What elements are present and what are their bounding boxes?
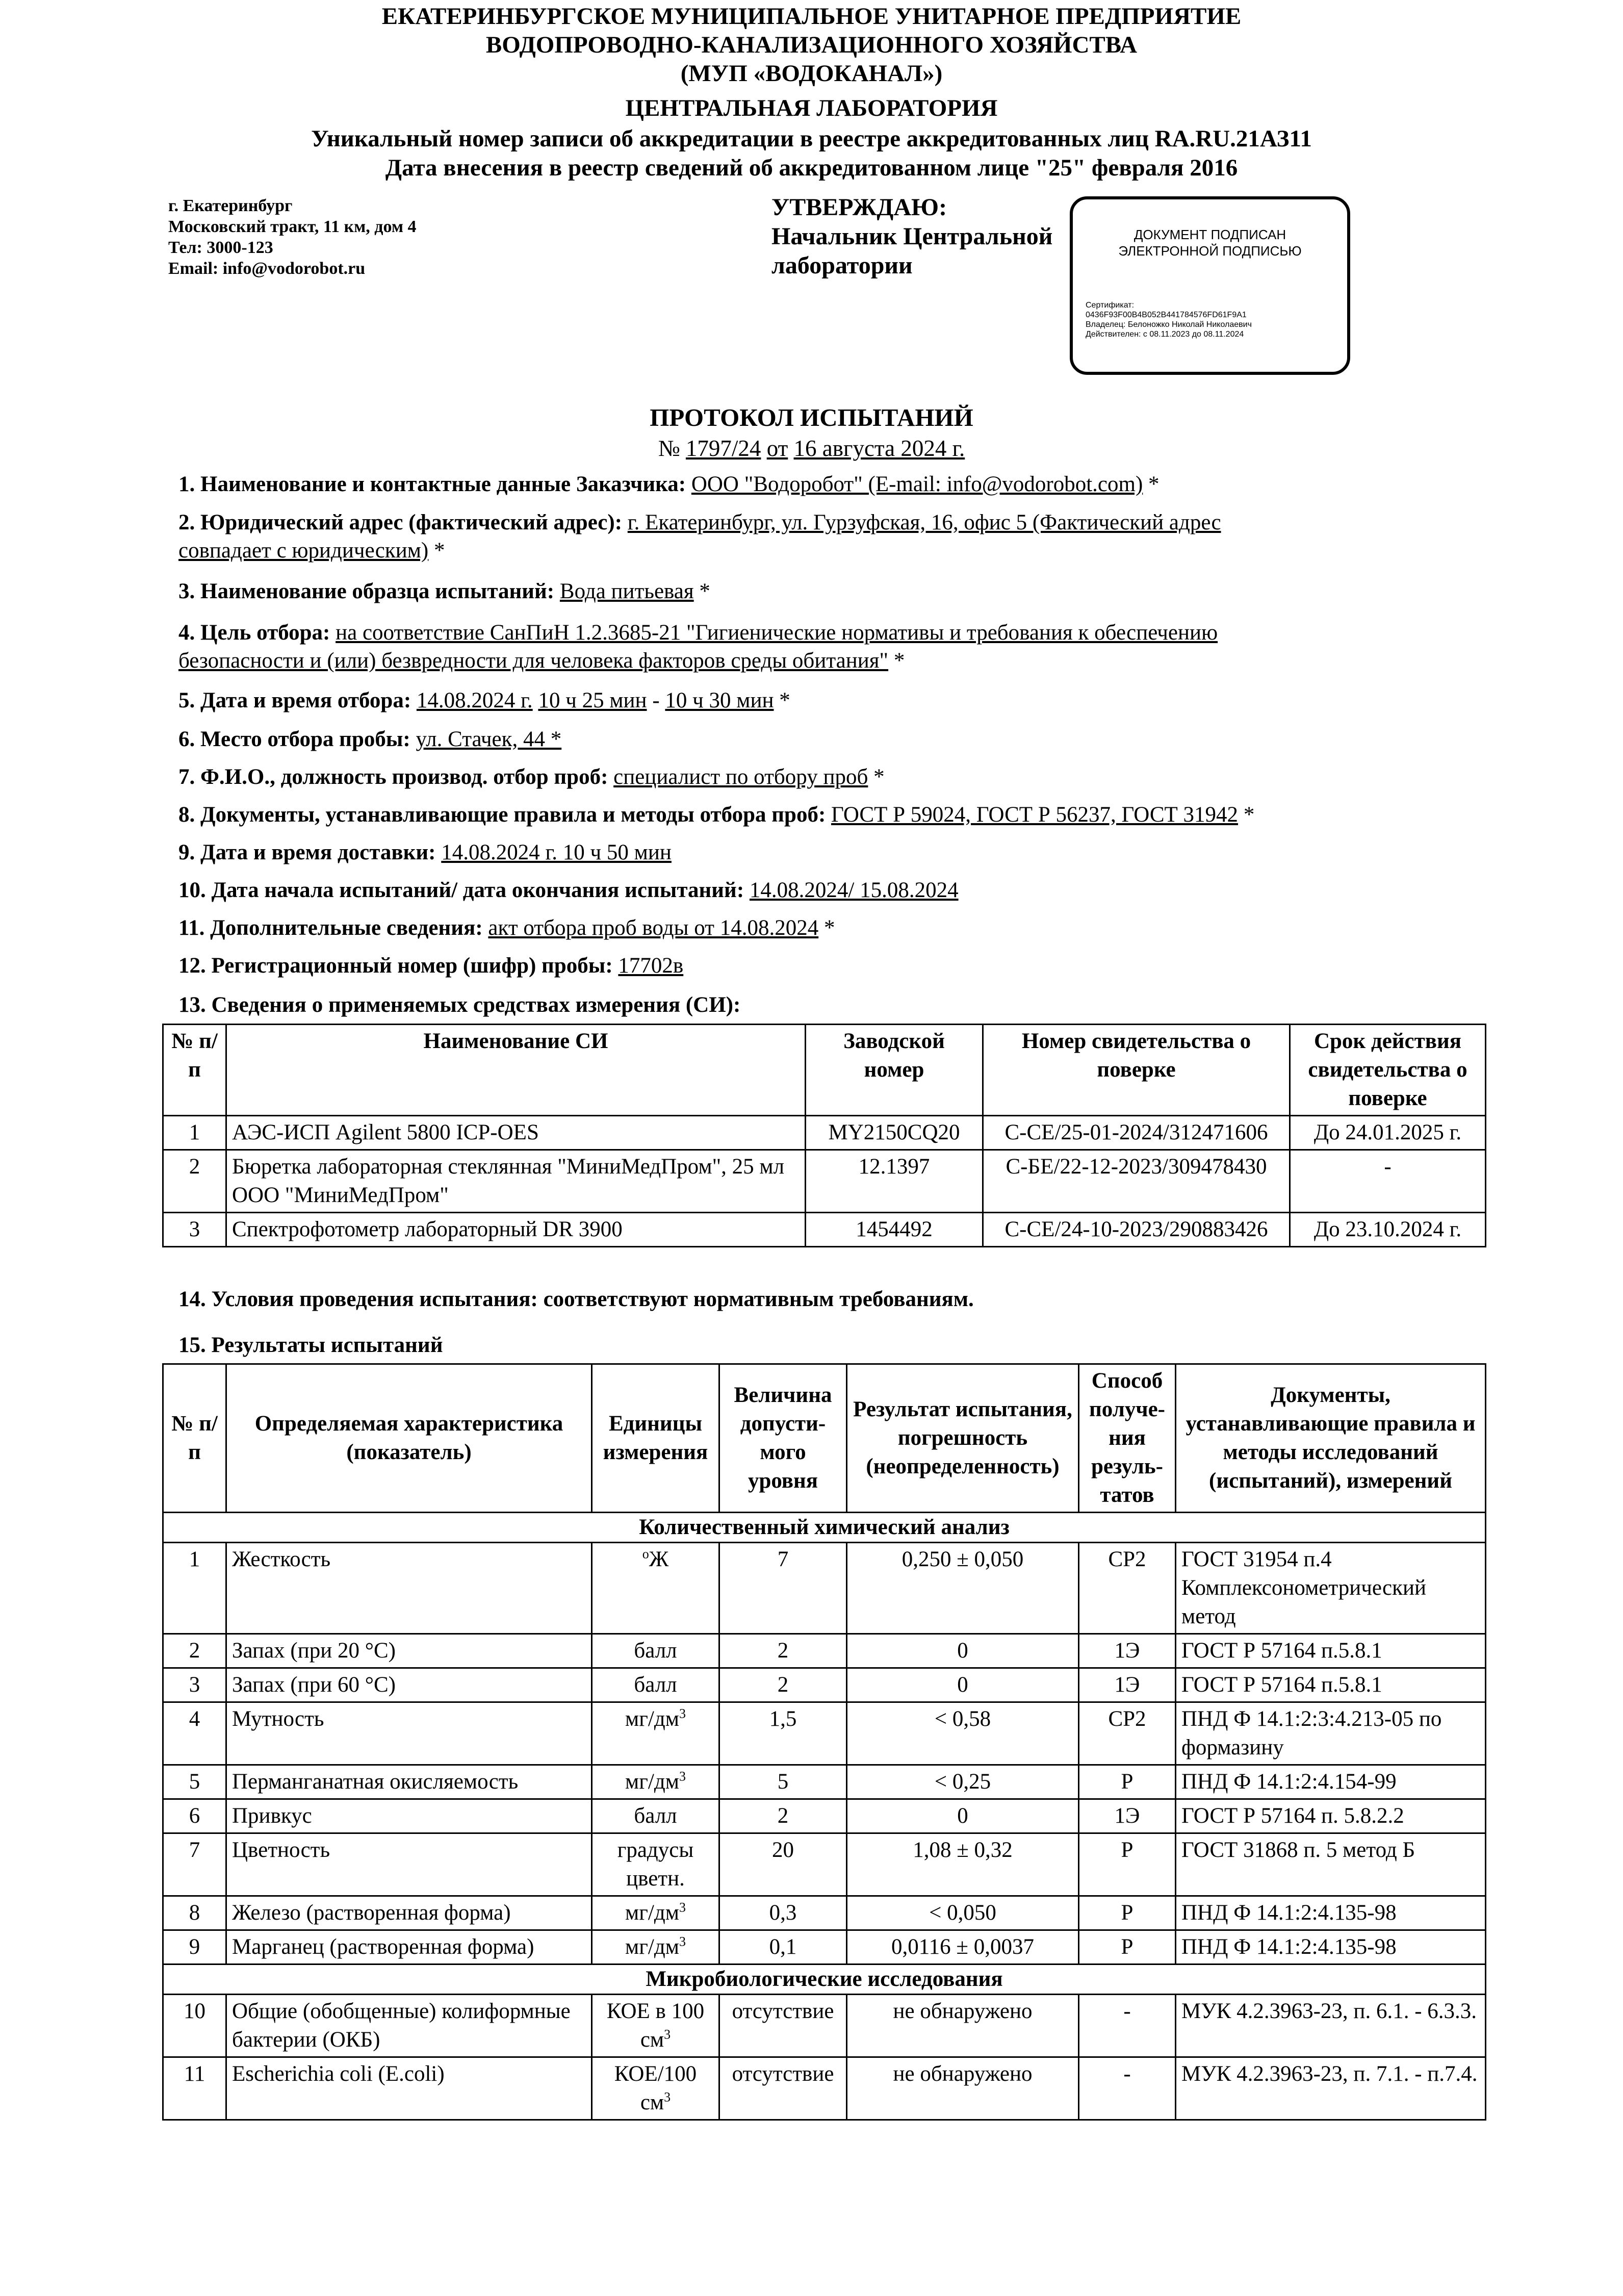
result-limit: 20 bbox=[719, 1833, 847, 1896]
item-mark: * bbox=[779, 688, 790, 712]
section-row-microbiology bbox=[163, 1965, 1486, 1995]
item-dash: - bbox=[652, 688, 660, 712]
address-city: г. Екатеринбург bbox=[168, 196, 293, 215]
item-mark: * bbox=[893, 649, 905, 673]
si-validity: До 24.01.2025 г. bbox=[1290, 1116, 1486, 1150]
item-label: 4. Цель отбора: bbox=[178, 621, 330, 645]
si-serial: 12.1397 bbox=[806, 1150, 983, 1213]
result-documents: ГОСТ Р 57164 п.5.8.1 bbox=[1176, 1668, 1486, 1702]
item-mark: * bbox=[873, 765, 885, 789]
result-characteristic: Мутность bbox=[226, 1702, 592, 1765]
item-label: 10. Дата начала испытаний/ дата окончания испытаний: bbox=[178, 878, 744, 902]
results-header-characteristic: Определяемая характеристика (показатель) bbox=[226, 1364, 592, 1513]
unit-text: мг/дм bbox=[625, 1901, 679, 1925]
result-num: 1 bbox=[163, 1543, 226, 1634]
result-num: 10 bbox=[163, 1995, 226, 2057]
result-units bbox=[592, 1930, 719, 1965]
unit-text: Ж bbox=[649, 1547, 669, 1571]
result-method: СР2 bbox=[1079, 1702, 1176, 1765]
table-row bbox=[163, 1995, 1486, 2057]
item-value: 17702в bbox=[618, 954, 684, 978]
item-label: 13. Сведения о применяемых средствах измерения (СИ): bbox=[178, 993, 741, 1017]
table-row bbox=[163, 1543, 1486, 1634]
unit-text: КОЕ в 100 см bbox=[606, 1999, 705, 2052]
item-label: 8. Документы, устанавливающие правила и методы отбора проб: bbox=[178, 803, 826, 827]
section-row-chemical bbox=[163, 1513, 1486, 1543]
protocol-date-prefix: от bbox=[766, 436, 788, 461]
protocol-date: 16 августа 2024 г. bbox=[793, 436, 965, 461]
result-method: 1Э bbox=[1079, 1668, 1176, 1702]
result-limit: отсутствие bbox=[719, 1995, 847, 2057]
result-documents: ПНД Ф 14.1:2:4.135-98 bbox=[1176, 1930, 1486, 1965]
si-num: 2 bbox=[163, 1150, 226, 1213]
result-characteristic: Марганец (растворенная форма) bbox=[226, 1930, 592, 1965]
result-documents: МУК 4.2.3963-23, п. 7.1. - п.7.4. bbox=[1176, 2057, 1486, 2120]
result-characteristic: Перманганатная окисляемость bbox=[226, 1765, 592, 1799]
stamp-title-line2: ЭЛЕКТРОННОЙ ПОДПИСЬЮ bbox=[1118, 243, 1302, 259]
unit-text: балл bbox=[634, 1804, 677, 1828]
item-value: ГОСТ Р 59024, ГОСТ Р 56237, ГОСТ 31942 bbox=[831, 803, 1239, 827]
stamp-cert-number: 0436F93F00B4B052B441784576FD61F9A1 bbox=[1086, 311, 1247, 319]
result-characteristic: Запах (при 20 °С) bbox=[226, 1634, 592, 1668]
item-sampler bbox=[178, 763, 1484, 791]
org-name-line1: ЕКАТЕРИНБУРГСКОЕ МУНИЦИПАЛЬНОЕ УНИТАРНОЕ ПРЕДПРИЯТИЕ bbox=[381, 3, 1242, 30]
result-units bbox=[592, 1702, 719, 1765]
result-characteristic: Цветность bbox=[226, 1833, 592, 1896]
item-customer bbox=[178, 470, 1484, 498]
table-row bbox=[163, 1634, 1486, 1668]
stamp-validity: Действителен: с 08.11.2023 до 08.11.2024 bbox=[1086, 330, 1244, 339]
section-title: Микробиологические исследования bbox=[163, 1965, 1486, 1995]
stamp-title bbox=[1073, 226, 1347, 259]
si-header-name: Наименование СИ bbox=[226, 1025, 806, 1116]
item-label: 2. Юридический адрес (фактический адрес): bbox=[178, 511, 623, 534]
si-header-num: № п/п bbox=[163, 1025, 226, 1116]
si-header-serial: Заводской номер bbox=[806, 1025, 983, 1116]
result-method: СР2 bbox=[1079, 1543, 1176, 1634]
result-documents: МУК 4.2.3963-23, п. 6.1. - 6.3.3. bbox=[1176, 1995, 1486, 2057]
result-value: не обнаружено bbox=[847, 1995, 1079, 2057]
results-header-result: Результат испытания, погрешность (неопределенность) bbox=[847, 1364, 1079, 1513]
result-limit: 5 bbox=[719, 1765, 847, 1799]
address-phone: Тел: 3000-123 bbox=[168, 238, 273, 257]
result-limit: 2 bbox=[719, 1799, 847, 1833]
item-additional-info bbox=[178, 914, 1484, 942]
si-header-cert: Номер свидетельства о поверке bbox=[983, 1025, 1290, 1116]
unit-superscript: 3 bbox=[679, 1769, 686, 1784]
lab-name: ЦЕНТРАЛЬНАЯ ЛАБОРАТОРИЯ bbox=[625, 95, 998, 121]
si-header-validity: Срок действия свидетельства о поверке bbox=[1290, 1025, 1486, 1116]
item-si-heading bbox=[178, 991, 1484, 1019]
results-header-documents: Документы, устанавливающие правила и методы исследований (испытаний), измерений bbox=[1176, 1364, 1486, 1513]
result-documents: ПНД Ф 14.1:2:4.135-98 bbox=[1176, 1896, 1486, 1930]
result-units bbox=[592, 1833, 719, 1896]
table-row bbox=[163, 1765, 1486, 1799]
result-units bbox=[592, 1799, 719, 1833]
results-table bbox=[162, 1363, 1486, 2121]
unit-superscript: 3 bbox=[679, 1900, 686, 1915]
result-documents: ПНД Ф 14.1:2:3:4.213-05 по формазину bbox=[1176, 1702, 1486, 1765]
result-characteristic: Привкус bbox=[226, 1799, 592, 1833]
result-limit: 1,5 bbox=[719, 1702, 847, 1765]
item-mark: * bbox=[1148, 472, 1160, 496]
item-mark: * bbox=[823, 916, 835, 940]
result-characteristic: Escherichia coli (E.coli) bbox=[226, 2057, 592, 2120]
si-name: АЭС-ИСП Agilent 5800 ICP-OES bbox=[226, 1116, 806, 1150]
item-delivery-datetime bbox=[178, 838, 1484, 866]
address-street: Московский тракт, 11 км, дом 4 bbox=[168, 217, 417, 236]
stamp-title-line1: ДОКУМЕНТ ПОДПИСАН bbox=[1133, 227, 1286, 242]
stamp-owner: Владелец: Белоножко Николай Николаевич bbox=[1086, 320, 1252, 329]
lab-address bbox=[168, 195, 417, 279]
item-results-heading bbox=[178, 1331, 1484, 1359]
section-title: Количественный химический анализ bbox=[163, 1513, 1486, 1543]
item-date: 14.08.2024 г. bbox=[416, 688, 533, 712]
item-label: 5. Дата и время отбора: bbox=[178, 688, 411, 712]
result-units bbox=[592, 1765, 719, 1799]
item-sample-name bbox=[178, 577, 1484, 605]
result-units bbox=[592, 2057, 719, 2120]
si-num: 1 bbox=[163, 1116, 226, 1150]
result-characteristic: Запах (при 60 °С) bbox=[226, 1668, 592, 1702]
results-header-num: № п/п bbox=[163, 1364, 226, 1513]
unit-superscript: 3 bbox=[664, 2089, 671, 2105]
item-value-line1: г. Екатеринбург, ул. Гурзуфская, 16, офис 5 (Фактический адрес bbox=[627, 511, 1221, 534]
item-label: 1. Наименование и контактные данные Заказчика: bbox=[178, 472, 686, 496]
result-limit: 7 bbox=[719, 1543, 847, 1634]
item-value: Вода питьевая bbox=[559, 579, 694, 603]
item-testing-dates bbox=[178, 876, 1484, 904]
result-num: 4 bbox=[163, 1702, 226, 1765]
unit-superscript: 3 bbox=[679, 1706, 686, 1721]
org-name-line3: (МУП «ВОДОКАНАЛ») bbox=[680, 60, 943, 87]
result-method: Р bbox=[1079, 1896, 1176, 1930]
item-value-line2: совпадает с юридическим) bbox=[178, 539, 429, 563]
result-num: 2 bbox=[163, 1634, 226, 1668]
unit-superscript: 3 bbox=[679, 1934, 686, 1949]
item-label: 11. Дополнительные сведения: bbox=[178, 916, 483, 940]
result-value: 0,0116 ± 0,0037 bbox=[847, 1930, 1079, 1965]
si-cert: С-СЕ/24-10-2023/290883426 bbox=[983, 1213, 1290, 1247]
result-limit: 0,3 bbox=[719, 1896, 847, 1930]
protocol-no-label: № bbox=[658, 436, 680, 461]
result-documents: ГОСТ 31868 п. 5 метод Б bbox=[1176, 1833, 1486, 1896]
table-row bbox=[163, 1668, 1486, 1702]
result-units bbox=[592, 1668, 719, 1702]
result-method: - bbox=[1079, 1995, 1176, 2057]
unit-text: КОЕ/100 см bbox=[614, 2062, 697, 2114]
approval-title: УТВЕРЖДАЮ: bbox=[771, 194, 947, 221]
item-label: 3. Наименование образца испытаний: bbox=[178, 579, 555, 603]
result-method: Р bbox=[1079, 1833, 1176, 1896]
item-value: акт отбора проб воды от 14.08.2024 bbox=[488, 916, 819, 940]
item-sampling-purpose bbox=[178, 619, 1484, 675]
si-name: Бюретка лабораторная стеклянная "МиниМедПром", 25 мл ООО "МиниМедПром" bbox=[226, 1150, 806, 1213]
table-row bbox=[163, 1833, 1486, 1896]
result-method: 1Э bbox=[1079, 1634, 1176, 1668]
item-time-to: 10 ч 30 мин bbox=[665, 688, 774, 712]
si-serial: 1454492 bbox=[806, 1213, 983, 1247]
result-documents: ПНД Ф 14.1:2:4.154-99 bbox=[1176, 1765, 1486, 1799]
si-cert: С-СЕ/25-01-2024/312471606 bbox=[983, 1116, 1290, 1150]
item-label: 9. Дата и время доставки: bbox=[178, 840, 436, 864]
result-num: 7 bbox=[163, 1833, 226, 1896]
result-value: 0 bbox=[847, 1668, 1079, 1702]
item-sampling-documents bbox=[178, 801, 1484, 829]
result-value: < 0,25 bbox=[847, 1765, 1079, 1799]
item-value-line2: безопасности и (или) безвредности для человека факторов среды обитания" bbox=[178, 649, 889, 673]
results-rows-chemical bbox=[163, 1543, 1486, 1965]
item-value: 14.08.2024 г. 10 ч 50 мин bbox=[441, 840, 672, 864]
table-row bbox=[163, 1213, 1486, 1247]
approval-position-line1: Начальник Центральной bbox=[771, 223, 1053, 250]
result-value: не обнаружено bbox=[847, 2057, 1079, 2120]
si-table bbox=[162, 1024, 1486, 1247]
item-mark: * bbox=[434, 539, 445, 563]
si-serial: MY2150CQ20 bbox=[806, 1116, 983, 1150]
unit-superscript: 3 bbox=[664, 2027, 671, 2042]
table-row bbox=[163, 1116, 1486, 1150]
unit-text: мг/дм bbox=[625, 1770, 679, 1794]
item-sampling-place bbox=[178, 725, 1484, 753]
item-value-line1: на соответствие СанПиН 1.2.3685-21 "Гигиенические нормативы и требования к обеспечению bbox=[336, 621, 1218, 645]
item-mark: * bbox=[699, 579, 710, 603]
approval-position-line2: лаборатории bbox=[771, 252, 913, 279]
si-num: 3 bbox=[163, 1213, 226, 1247]
protocol-number-line bbox=[0, 434, 1623, 463]
si-name: Спектрофотометр лабораторный DR 3900 bbox=[226, 1213, 806, 1247]
result-documents: ГОСТ Р 57164 п. 5.8.2.2 bbox=[1176, 1799, 1486, 1833]
result-method: Р bbox=[1079, 1765, 1176, 1799]
result-units bbox=[592, 1995, 719, 2057]
results-rows-microbiology bbox=[163, 1995, 1486, 2120]
result-units bbox=[592, 1896, 719, 1930]
result-units bbox=[592, 1543, 719, 1634]
item-value: ул. Стачек, 44 * bbox=[416, 727, 562, 751]
item-mark: * bbox=[1243, 803, 1255, 827]
result-num: 5 bbox=[163, 1765, 226, 1799]
table-row bbox=[163, 1896, 1486, 1930]
results-header-method: Способ получе-ния резуль-татов bbox=[1079, 1364, 1176, 1513]
table-row bbox=[163, 1799, 1486, 1833]
result-limit: 2 bbox=[719, 1634, 847, 1668]
unit-text: балл bbox=[634, 1673, 677, 1697]
item-label: 6. Место отбора пробы: bbox=[178, 727, 410, 751]
result-num: 6 bbox=[163, 1799, 226, 1833]
result-method: Р bbox=[1079, 1930, 1176, 1965]
unit-prefix-superscript: о bbox=[642, 1546, 649, 1562]
result-value: 0 bbox=[847, 1799, 1079, 1833]
table-row bbox=[163, 1150, 1486, 1213]
item-value: специалист по отбору проб bbox=[613, 765, 868, 789]
result-documents: ГОСТ 31954 п.4 Комплексонометрический метод bbox=[1176, 1543, 1486, 1634]
result-method: 1Э bbox=[1079, 1799, 1176, 1833]
item-label: 12. Регистрационный номер (шифр) пробы: bbox=[178, 954, 613, 978]
result-value: 1,08 ± 0,32 bbox=[847, 1833, 1079, 1896]
unit-text: мг/дм bbox=[625, 1707, 679, 1731]
e-signature-stamp bbox=[1070, 196, 1350, 375]
table-row bbox=[163, 1702, 1486, 1765]
result-characteristic: Жесткость bbox=[226, 1543, 592, 1634]
item-value: 14.08.2024/ 15.08.2024 bbox=[749, 878, 959, 902]
protocol-number: 1797/24 bbox=[685, 436, 761, 461]
result-limit: 0,1 bbox=[719, 1930, 847, 1965]
item-legal-address bbox=[178, 508, 1484, 565]
result-units bbox=[592, 1634, 719, 1668]
accreditation-date: Дата внесения в реестр сведений об аккредитованном лице "25" февраля 2016 bbox=[385, 155, 1238, 181]
table-row bbox=[163, 1930, 1486, 1965]
item-sampling-datetime bbox=[178, 686, 1484, 715]
item-test-conditions bbox=[178, 1285, 1484, 1313]
result-num: 8 bbox=[163, 1896, 226, 1930]
result-documents: ГОСТ Р 57164 п.5.8.1 bbox=[1176, 1634, 1486, 1668]
result-num: 11 bbox=[163, 2057, 226, 2120]
stamp-details bbox=[1086, 300, 1252, 339]
si-cert: С-БЕ/22-12-2023/309478430 bbox=[983, 1150, 1290, 1213]
unit-text: балл bbox=[634, 1639, 677, 1663]
result-num: 3 bbox=[163, 1668, 226, 1702]
result-value: 0,250 ± 0,050 bbox=[847, 1543, 1079, 1634]
si-validity: - bbox=[1290, 1150, 1486, 1213]
result-characteristic: Железо (растворенная форма) bbox=[226, 1896, 592, 1930]
result-method: - bbox=[1079, 2057, 1176, 2120]
result-limit: 2 bbox=[719, 1668, 847, 1702]
result-num: 9 bbox=[163, 1930, 226, 1965]
approval-block bbox=[771, 193, 1052, 280]
address-email: Email: info@vodorobot.ru bbox=[168, 259, 366, 278]
item-time-from: 10 ч 25 мин bbox=[538, 688, 647, 712]
results-header-units: Единицы измерения bbox=[592, 1364, 719, 1513]
protocol-title: ПРОТОКОЛ ИСПЫТАНИЙ bbox=[650, 403, 973, 431]
item-label: 14. Условия проведения испытания: соответствуют нормативным требованиям. bbox=[178, 1287, 974, 1311]
results-table-header bbox=[163, 1364, 1486, 1513]
accreditation-number: Уникальный номер записи об аккредитации в реестре аккредитованных лиц RA.RU.21АЗ11 bbox=[311, 125, 1312, 152]
unit-text: градусы цветн. bbox=[617, 1838, 694, 1891]
si-validity: До 23.10.2024 г. bbox=[1290, 1213, 1486, 1247]
result-limit: отсутствие bbox=[719, 2057, 847, 2120]
results-header-limit: Величина допусти-мого уровня bbox=[719, 1364, 847, 1513]
stamp-cert-label: Сертификат: bbox=[1086, 301, 1135, 310]
item-value: ООО "Водоробот" (E-mail: info@vodorobot.com) bbox=[691, 472, 1143, 496]
result-value: 0 bbox=[847, 1634, 1079, 1668]
item-label: 7. Ф.И.О., должность производ. отбор проб: bbox=[178, 765, 608, 789]
result-value: < 0,050 bbox=[847, 1896, 1079, 1930]
unit-text: мг/дм bbox=[625, 1935, 679, 1959]
item-registration-number bbox=[178, 952, 1484, 980]
table-row bbox=[163, 2057, 1486, 2120]
org-name-line2: ВОДОПРОВОДНО-КАНАЛИЗАЦИОННОГО ХОЗЯЙСТВА bbox=[485, 32, 1138, 58]
item-label: 15. Результаты испытаний bbox=[178, 1333, 443, 1357]
result-value: < 0,58 bbox=[847, 1702, 1079, 1765]
result-characteristic: Общие (обобщенные) колиформные бактерии (ОКБ) bbox=[226, 1995, 592, 2057]
si-table-header bbox=[163, 1025, 1486, 1116]
